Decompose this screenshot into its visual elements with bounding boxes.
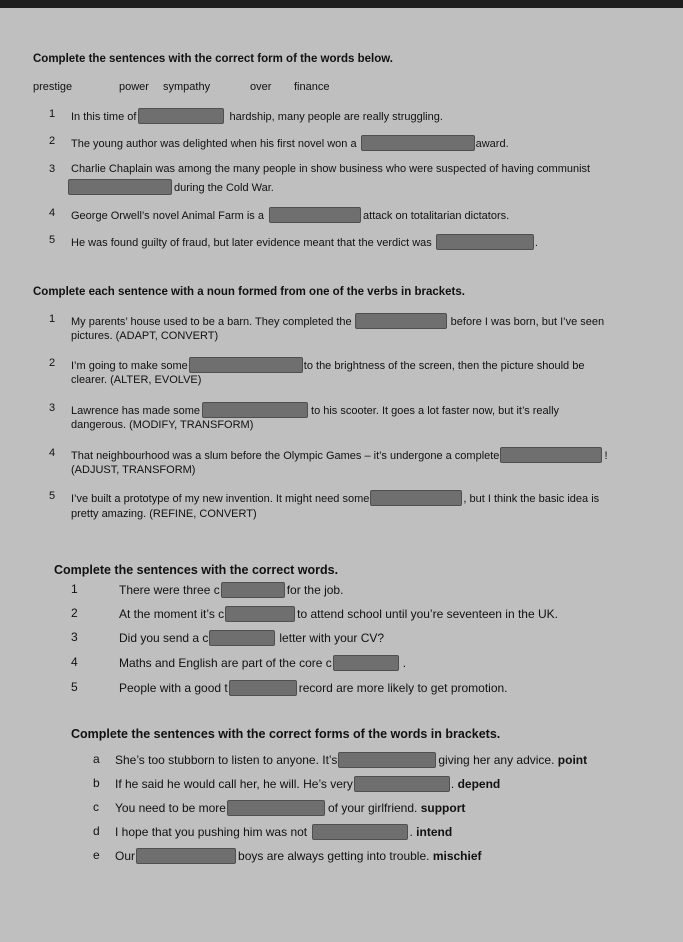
item-letter: d — [93, 824, 100, 838]
sentence-text: She’s too stubborn to listen to anyone. It’s — [115, 753, 338, 767]
answer-blank[interactable] — [269, 207, 361, 223]
answer-blank[interactable] — [361, 135, 475, 151]
word: over — [250, 81, 272, 93]
item-number: 3 — [49, 402, 56, 414]
sentence-text: to attend school until you’re seventeen in the UK. — [297, 607, 558, 621]
sentence-text: People with a good t — [119, 681, 228, 695]
sentence-text: for the job. — [286, 583, 344, 597]
word: finance — [294, 81, 330, 93]
item-number: 5 — [71, 680, 78, 694]
sentence-text: . — [534, 237, 538, 249]
sentence-text: ! — [604, 450, 608, 462]
sentence-text: attack on totalitarian dictators. — [363, 210, 510, 222]
sentence-text: . — [402, 656, 407, 670]
item-number: 2 — [49, 357, 56, 369]
answer-blank[interactable] — [229, 680, 297, 696]
sentence-text: giving her any advice. — [438, 753, 555, 767]
answer-blank[interactable] — [189, 357, 303, 373]
item-letter: a — [93, 752, 100, 766]
answer-blank[interactable] — [227, 800, 325, 816]
sentence-text: At the moment it’s c — [119, 607, 225, 621]
answer-blank[interactable] — [225, 606, 295, 622]
prompt-word: support — [420, 801, 466, 815]
sentence-text: dangerous. (MODIFY, TRANSFORM) — [71, 419, 254, 431]
word: sympathy — [163, 81, 211, 93]
answer-blank[interactable] — [370, 490, 462, 506]
item-number: 1 — [49, 313, 56, 325]
item-number: 3 — [71, 630, 78, 644]
sentence-text: Maths and English are part of the core c — [119, 656, 332, 670]
answer-blank[interactable] — [138, 108, 224, 124]
word: prestige — [33, 81, 73, 93]
item-letter: b — [93, 776, 100, 790]
answer-blank[interactable] — [221, 582, 285, 598]
sentence-text: during the Cold War. — [174, 182, 274, 194]
sentence-text: Charlie Chaplain was among the many people in show business who were suspected of having communist — [71, 163, 591, 175]
word: power — [119, 81, 149, 93]
sentence-text: The young author was delighted when his first novel won a — [71, 138, 357, 150]
sentence-text: award. — [475, 138, 509, 150]
item-letter: c — [93, 800, 99, 814]
exercise-1-title: Complete the sentences with the correct form of the words below. — [33, 53, 393, 65]
sentence-text: George Orwell’s novel Animal Farm is a — [71, 210, 264, 222]
sentence-text: I hope that you pushing him was not — [115, 825, 308, 839]
exercise-2-title: Complete each sentence with a noun formed from one of the verbs in brackets. — [33, 286, 465, 298]
answer-blank[interactable] — [338, 752, 436, 768]
item-number: 4 — [49, 447, 56, 459]
item-letter: e — [93, 848, 100, 862]
sentence-text: clearer. (ALTER, EVOLVE) — [71, 374, 202, 386]
sentence-text: Lawrence has made some — [71, 405, 201, 417]
sentence-text: If he said he would call her, he will. He’s very — [115, 777, 353, 791]
exercise-4-title: Complete the sentences with the correct forms of the words in brackets. — [71, 727, 501, 741]
answer-blank[interactable] — [68, 179, 172, 195]
sentence-text: to his scooter. It goes a lot faster now, but it’s really — [311, 405, 560, 417]
sentence-text: pictures. (ADAPT, CONVERT) — [71, 330, 219, 342]
item-number: 3 — [49, 163, 56, 175]
item-number: 1 — [71, 582, 78, 596]
answer-blank[interactable] — [136, 848, 236, 864]
item-number: 4 — [49, 207, 56, 219]
answer-blank[interactable] — [500, 447, 602, 463]
prompt-word: mischief — [432, 849, 482, 863]
top-border — [0, 0, 683, 8]
sentence-text: I’ve built a prototype of my new invention. It might need some — [71, 493, 370, 505]
answer-blank[interactable] — [354, 776, 450, 792]
sentence-text: In this time of — [71, 111, 137, 123]
sentence-text: He was found guilty of fraud, but later evidence meant that the verdict was — [71, 237, 432, 249]
item-number: 2 — [49, 135, 56, 147]
answer-blank[interactable] — [355, 313, 447, 329]
item-number: 1 — [49, 108, 56, 120]
sentence-text: record are more likely to get promotion. — [298, 681, 508, 695]
sentence-text: . — [450, 777, 455, 791]
sentence-text: (ADJUST, TRANSFORM) — [71, 464, 196, 476]
prompt-word: point — [557, 753, 588, 767]
sentence-text: pretty amazing. (REFINE, CONVERT) — [71, 508, 257, 520]
item-number: 5 — [49, 490, 56, 502]
sentence-text: hardship, many people are really struggling. — [229, 111, 443, 123]
sentence-text: I’m going to make some — [71, 360, 188, 372]
sentence-text: You need to be more — [115, 801, 226, 815]
item-number: 5 — [49, 234, 56, 246]
sentence-text: to the brightness of the screen, then the picture should be — [303, 360, 585, 372]
sentence-text: before I was born, but I’ve seen — [450, 316, 605, 328]
answer-blank[interactable] — [333, 655, 399, 671]
sentence-text: letter with your CV? — [279, 631, 385, 645]
prompt-word: depend — [457, 777, 501, 791]
sentence-text: There were three c — [119, 583, 220, 597]
sentence-text: My parents’ house used to be a barn. They completed the — [71, 316, 352, 328]
item-number: 2 — [71, 606, 78, 620]
answer-blank[interactable] — [209, 630, 275, 646]
sentence-text: of your girlfriend. — [327, 801, 418, 815]
answer-blank[interactable] — [202, 402, 308, 418]
answer-blank[interactable] — [436, 234, 534, 250]
item-number: 4 — [71, 655, 78, 669]
sentence-text: That neighbourhood was a slum before the Olympic Games – it’s undergone a complete — [71, 450, 500, 462]
sentence-text: Our — [115, 849, 136, 863]
sentence-text: . — [409, 825, 413, 839]
exercise-3-title: Complete the sentences with the correct words. — [54, 563, 339, 577]
sentence-text: Did you send a c — [119, 631, 209, 645]
answer-blank[interactable] — [312, 824, 408, 840]
sentence-text: boys are always getting into trouble. — [238, 849, 430, 863]
prompt-word: intend — [416, 825, 453, 839]
sentence-text: , but I think the basic idea is — [463, 493, 600, 505]
